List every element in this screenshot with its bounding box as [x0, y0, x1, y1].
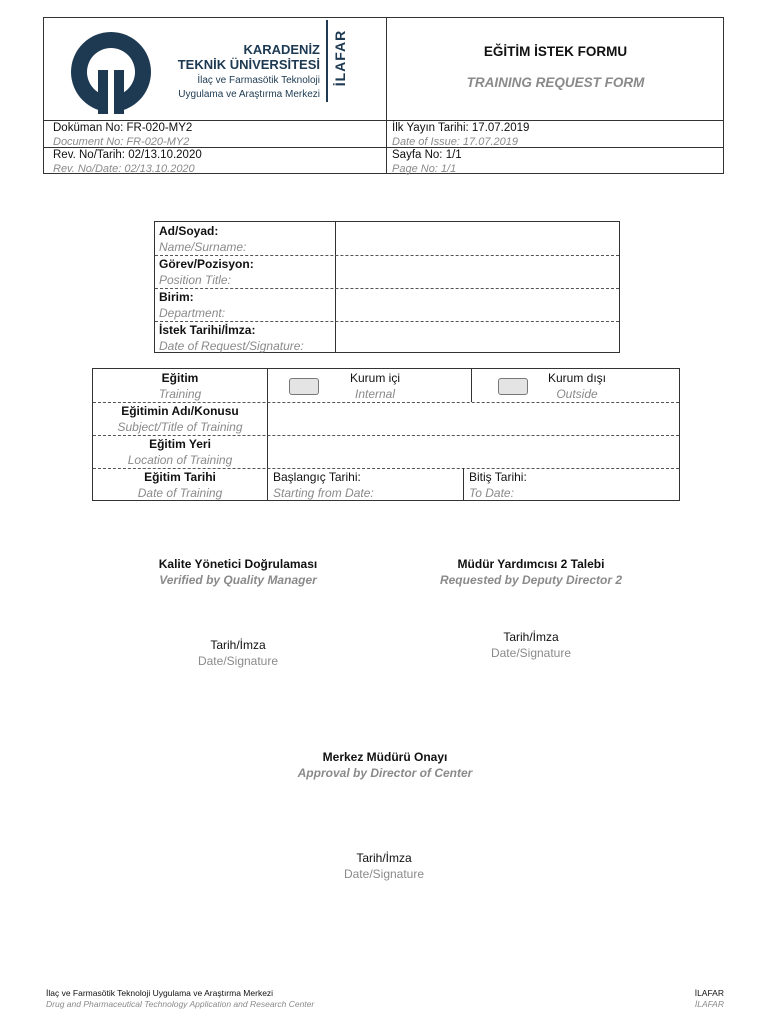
document-header — [43, 17, 724, 174]
university-name: KARADENİZ TEKNİK ÜNİVERSİTESİ İlaç ve Farmasötik Teknoloji Uygulama ve Araştırma Merkezi — [177, 42, 320, 100]
page-number: Sayfa No: 1/1 Page No: 1/1 — [392, 149, 462, 175]
training-table — [92, 368, 680, 501]
issue-date: İlk Yayın Tarihi: 17.07.2019 Date of Issue: 17.07.2019 — [392, 122, 530, 148]
deputy-date-signature[interactable]: Tarih/İmza Date/Signature — [490, 630, 572, 660]
table-row: Eğitim Yeri Location of Training — [93, 435, 679, 469]
ilafar-vertical-brand: İLAFAR — [332, 29, 348, 87]
start-date-field[interactable]: Başlangıç Tarihi: Starting from Date: — [273, 470, 374, 500]
table-row: Eğitimin Adı/Konusu Subject/Title of Training — [93, 402, 679, 436]
revision: Rev. No/Tarih: 02/13.10.2020 Rev. No/Date: 02/13.10.2020 — [53, 149, 202, 175]
university-logo-icon — [69, 30, 153, 114]
table-row: İstek Tarihi/İmza: Date of Request/Signature: — [155, 321, 619, 354]
form-title: EĞİTİM İSTEK FORMU TRAINING REQUEST FORM — [466, 44, 645, 90]
subject-field[interactable] — [268, 402, 679, 435]
internal-label: Kurum içi Internal — [349, 371, 400, 401]
director-date-signature[interactable]: Tarih/İmza Date/Signature — [343, 851, 425, 881]
request-date-field[interactable] — [336, 321, 619, 354]
location-field[interactable] — [268, 435, 679, 468]
footer-center-name: İlaç ve Farmasötik Teknoloji Uygulama ve Araştırma Merkezi Drug and Pharmaceutical Technology Application and Research Center — [46, 988, 315, 1009]
quality-date-signature[interactable]: Tarih/İmza Date/Signature — [197, 638, 279, 668]
personal-info-table — [154, 221, 620, 353]
footer-brand: İLAFAR İLAFAR — [694, 988, 724, 1009]
name-field[interactable] — [336, 222, 619, 255]
position-field[interactable] — [336, 255, 619, 288]
table-row: Görev/Pozisyon: Position Title: — [155, 255, 619, 289]
end-date-field[interactable]: Bitiş Tarihi: To Date: — [469, 470, 527, 500]
deputy-director-request: Müdür Yardımcısı 2 Talebi Requested by Deputy Director 2 — [439, 557, 623, 587]
table-row: Eğitim Tarihi Date of Training Başlangıç Tarihi: Starting from Date: Bitiş Tarihi: To Date: — [137, 470, 527, 500]
quality-manager-verification: Kalite Yönetici Doğrulaması Verified by Quality Manager — [158, 557, 318, 587]
table-row: Ad/Soyad: Name/Surname: — [155, 222, 619, 256]
internal-checkbox[interactable] — [289, 378, 319, 395]
outside-checkbox[interactable] — [498, 378, 528, 395]
department-field[interactable] — [336, 288, 619, 321]
table-row: Birim: Department: — [155, 288, 619, 322]
table-row: Eğitim Training Kurum içi Internal Kurum dışı Outside — [93, 369, 679, 403]
director-approval: Merkez Müdürü Onayı Approval by Director of Center — [297, 750, 473, 780]
outside-label: Kurum dışı Outside — [547, 371, 607, 401]
doc-number: Doküman No: FR-020-MY2 Document No: FR-020-MY2 — [53, 122, 193, 148]
